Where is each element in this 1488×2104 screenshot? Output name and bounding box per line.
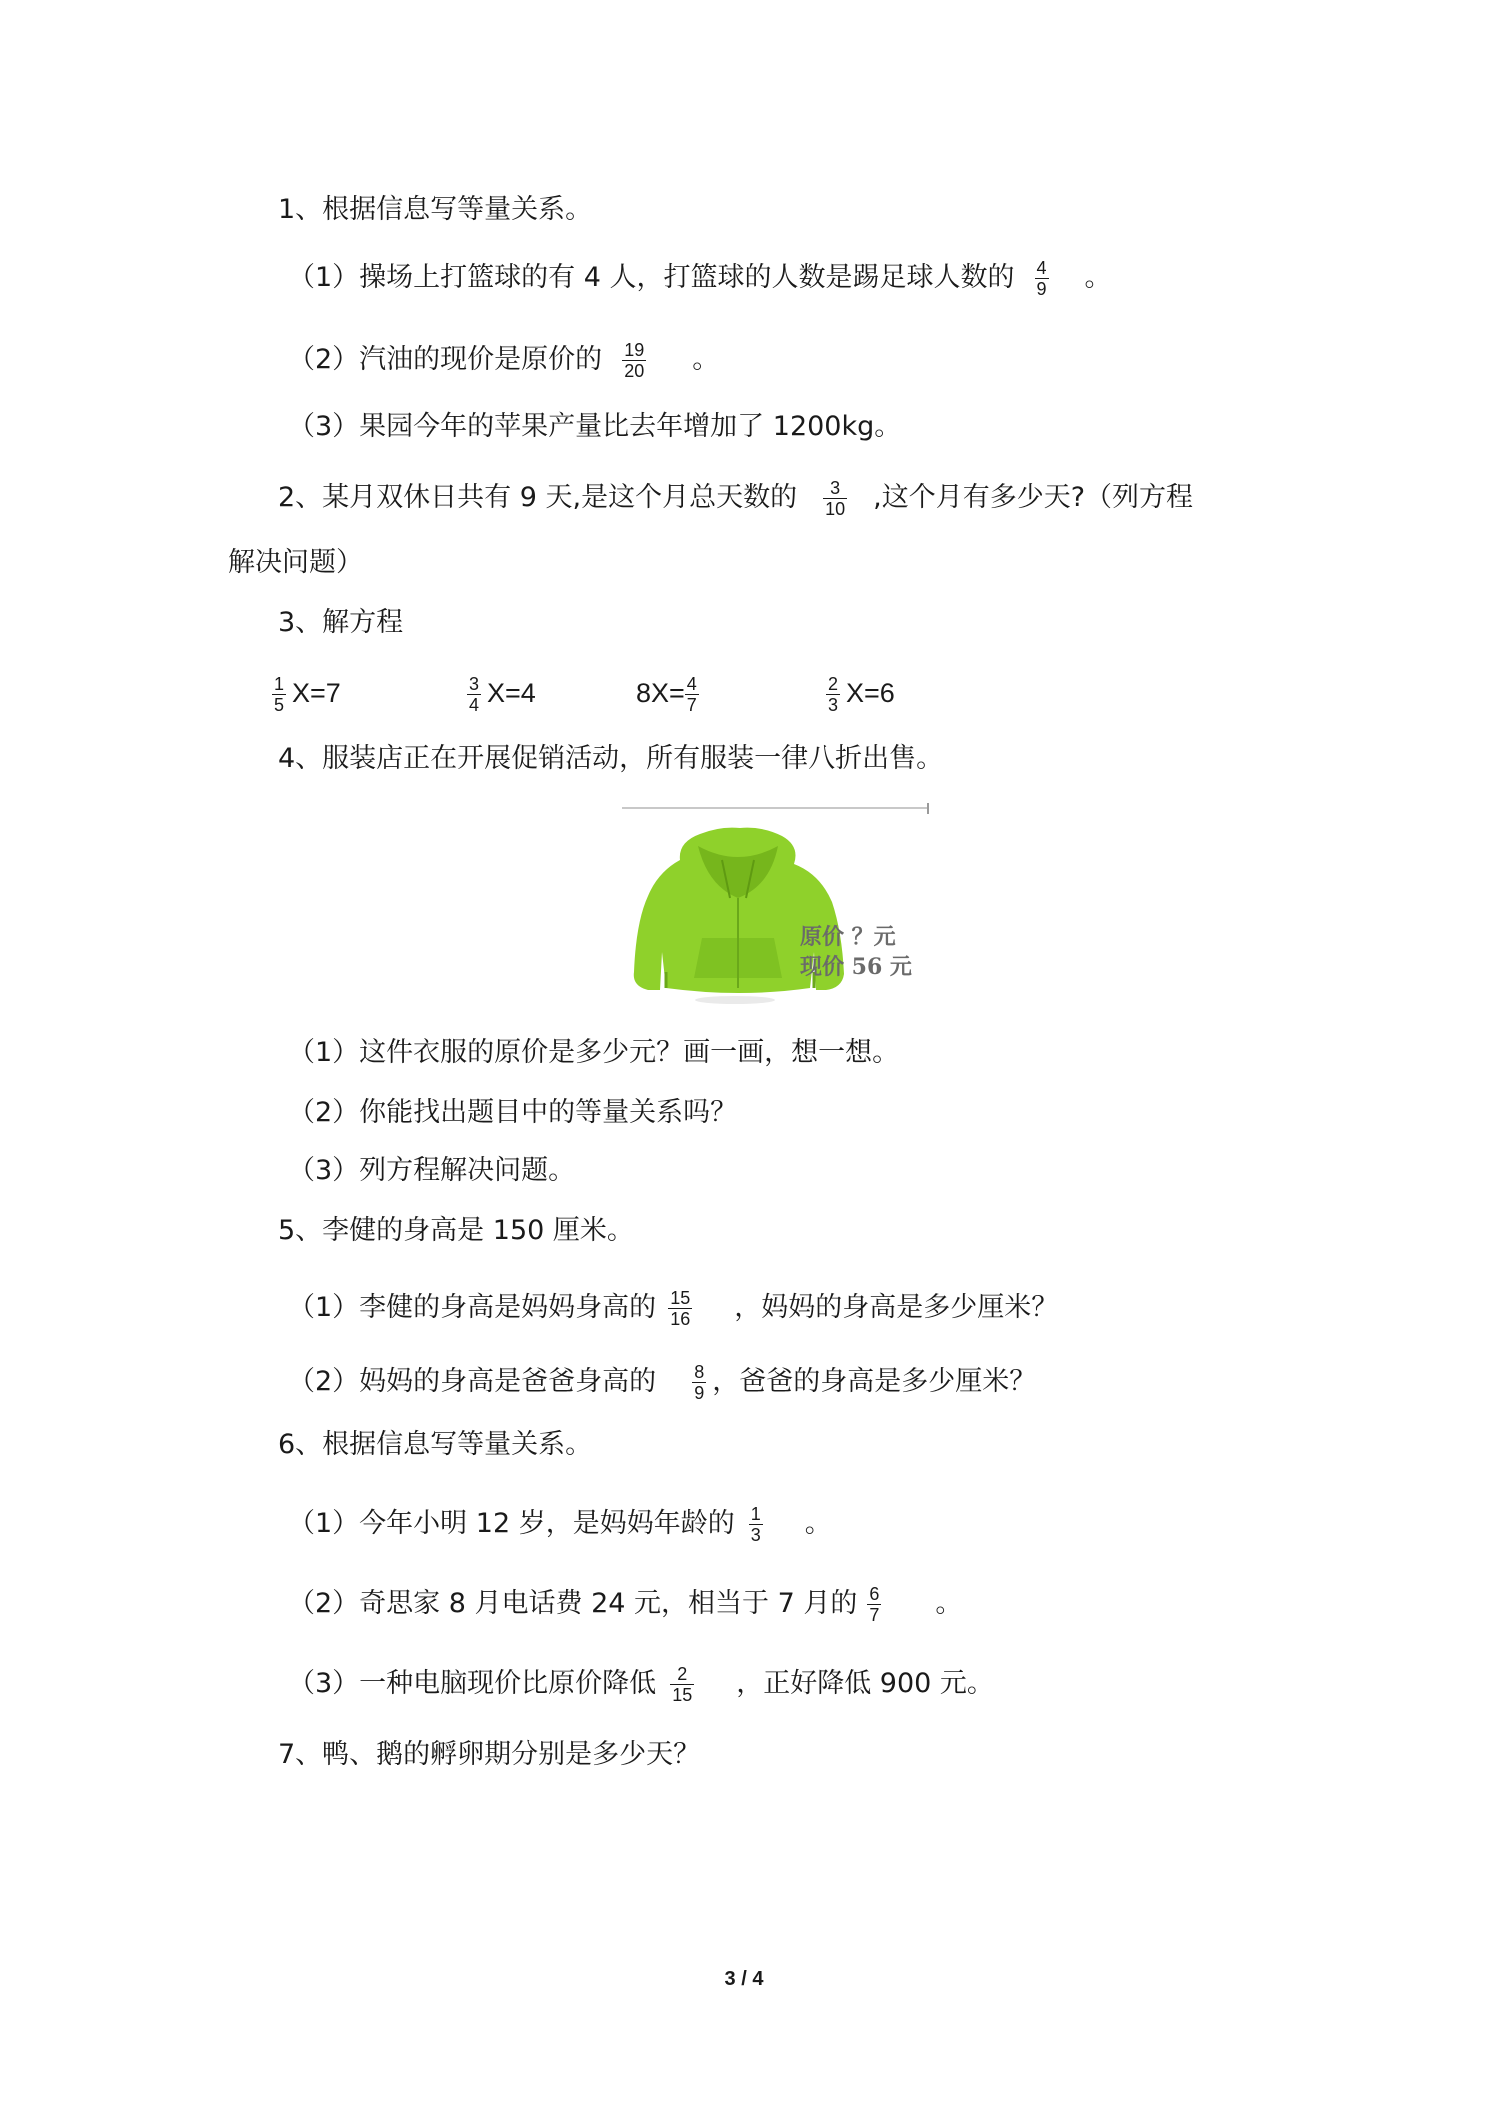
fraction: $\frac{2}{15}$ xyxy=(672,1664,693,1705)
page-number: 3 / 4 xyxy=(724,1968,764,1990)
fraction: $\frac{4}{9}$ xyxy=(1036,258,1047,299)
fraction: $\frac{4}{7}$ xyxy=(686,674,697,715)
q1-item-3: （3）果园今年的苹果产量比去年增加了 1200kg。 xyxy=(288,411,902,442)
fraction: $\frac{3}{10}$ xyxy=(825,478,846,519)
equation-2: $\frac{3}{4}$ X=4 xyxy=(469,674,536,715)
q7-title: 7、鸭、鹅的孵卵期分别是多少天？ xyxy=(278,1739,701,1770)
fraction: $\frac{1}{3}$ xyxy=(750,1504,761,1545)
equation-4: $\frac{2}{3}$ X=6 xyxy=(828,674,895,715)
q6-title: 6、根据信息写等量关系。 xyxy=(278,1429,593,1460)
current-price-label: 现价 56 元 xyxy=(800,954,912,980)
fraction: $\frac{6}{7}$ xyxy=(869,1584,880,1625)
q6-item-2: （2）奇思家 8 月电话费 24 元，相当于 7 月的 $\frac{6}{7}$ 。 xyxy=(288,1584,963,1625)
q5-title: 5、李健的身高是 150 厘米。 xyxy=(278,1215,634,1246)
equation-1: $\frac{1}{5}$ X=7 xyxy=(274,674,341,715)
fraction: $\frac{19}{20}$ xyxy=(624,340,645,381)
fraction: $\frac{8}{9}$ xyxy=(694,1362,705,1403)
fraction: $\frac{15}{16}$ xyxy=(670,1288,691,1329)
q3-title: 3、解方程 xyxy=(278,607,404,638)
fraction: $\frac{2}{3}$ xyxy=(828,674,839,715)
q4-item-3: （3）列方程解决问题。 xyxy=(288,1155,576,1186)
equation-3: 8X= $\frac{4}{7}$ xyxy=(636,674,697,715)
fraction: $\frac{1}{5}$ xyxy=(274,674,285,715)
q1-item-1: （1）操场上打篮球的有 4 人，打篮球的人数是踢足球人数的 $\frac{4}{9}$ 。 xyxy=(288,258,1112,299)
q5-item-1: （1）李健的身高是妈妈身高的 $\frac{15}{16}$ ，妈妈的身高是多少厘米？ xyxy=(288,1288,1059,1329)
q5-item-2: （2）妈妈的身高是爸爸身高的 $\frac{8}{9}$ ，爸爸的身高是多少厘米？ xyxy=(288,1362,1037,1403)
q1-title: 1、根据信息写等量关系。 xyxy=(278,194,593,225)
q6-item-3: （3）一种电脑现价比原价降低 $\frac{2}{15}$ ，正好降低 900 元。 xyxy=(288,1664,994,1705)
hoodie-figure xyxy=(620,802,940,1012)
q4-item-1: （1）这件衣服的原价是多少元？画一画，想一想。 xyxy=(288,1037,900,1068)
q4-title: 4、服装店正在开展促销活动，所有服装一律八折出售。 xyxy=(278,743,944,774)
q1-item-1-text: （1）操场上打篮球的有 4 人，打篮球的人数是踢足球人数的 xyxy=(288,262,1015,293)
original-price-label: 原价 ？元 xyxy=(800,924,896,950)
q2-line-1: 2、某月双休日共有 9 天,是这个月总天数的 $\frac{3}{10}$ ,这个月有多少天?（列方程 xyxy=(278,478,1194,519)
q2-line-2: 解决问题） xyxy=(228,547,363,578)
q1-item-2-text: （2）汽油的现价是原价的 xyxy=(288,344,603,375)
q6-item-1: （1）今年小明 12 岁，是妈妈年龄的 $\frac{1}{3}$ 。 xyxy=(288,1504,832,1545)
fraction: $\frac{3}{4}$ xyxy=(469,674,480,715)
q4-item-2: （2）你能找出题目中的等量关系吗？ xyxy=(288,1097,738,1128)
q1-item-2: （2）汽油的现价是原价的 $\frac{19}{20}$ 。 xyxy=(288,340,720,381)
